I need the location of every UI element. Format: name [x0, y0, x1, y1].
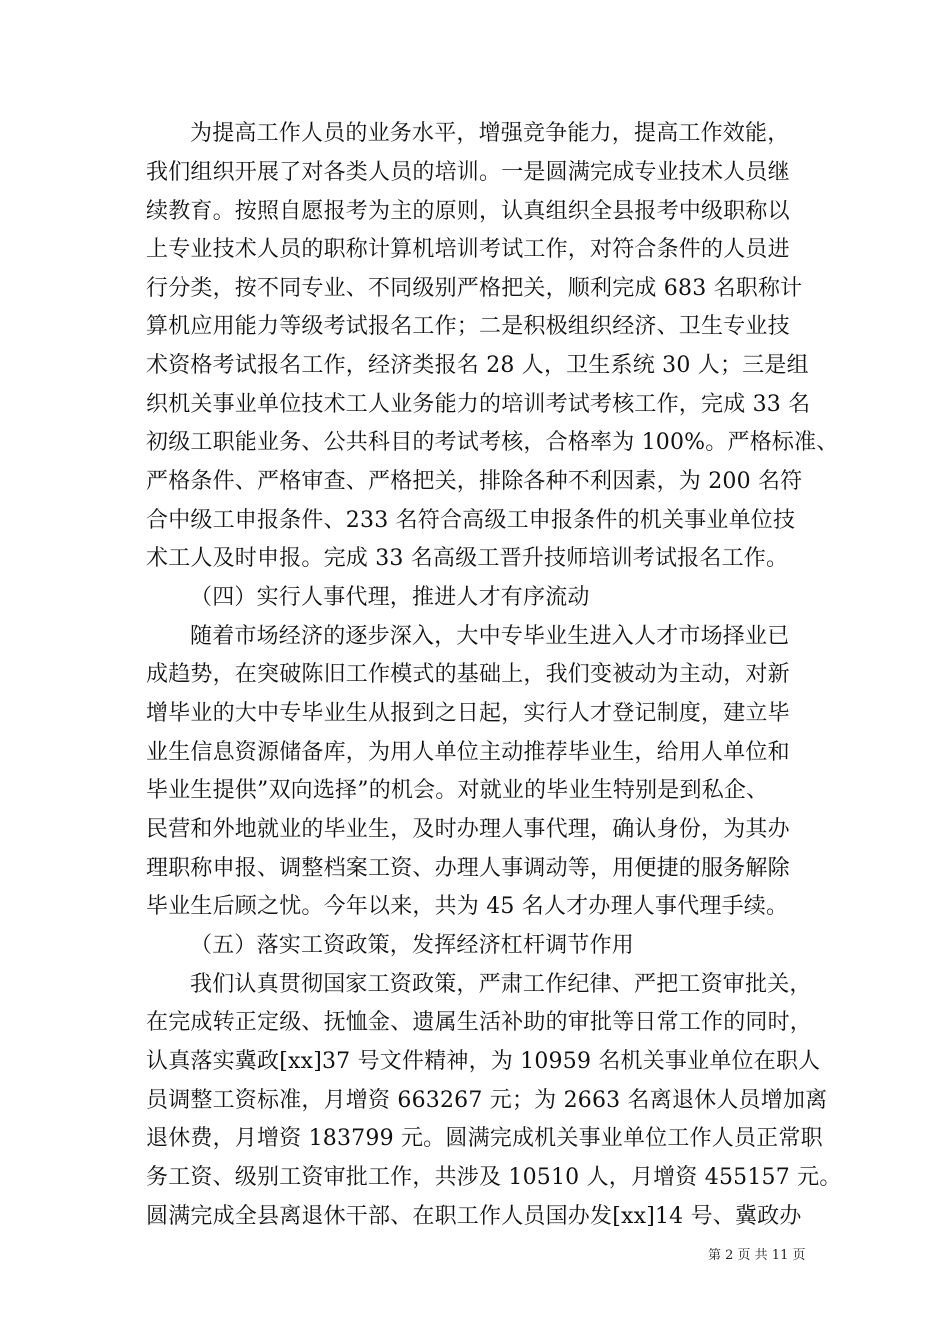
paragraph-line-24: 在完成转正定级、抚恤金、遗属生活补助的审批等日常工作的同时， — [146, 1010, 813, 1035]
page-number: 第 2 页 共 11 页 — [708, 1248, 806, 1263]
paragraph-line-15: 成趋势，在突破陈旧工作模式的基础上，我们变被动为主动，对新 — [146, 662, 790, 687]
section-heading-5: （五）落实工资政策，发挥经济杠杆调节作用 — [190, 933, 635, 958]
paragraph-line-8: 织机关事业单位技术工人业务能力的培训考试考核工作，完成 33 名 — [146, 392, 811, 417]
paragraph-line-29: 圆满完成全县离退休干部、在职工作人员国办发[xx]14 号、冀政办 — [146, 1204, 802, 1229]
paragraph-line-19: 民营和外地就业的毕业生，及时办理人事代理，确认身份，为其办 — [146, 817, 790, 842]
paragraph-line-6: 算机应用能力等级考试报名工作；二是积极组织经济、卫生专业技 — [146, 314, 790, 339]
section-heading-4: （四）实行人事代理，推进人才有序流动 — [190, 585, 590, 610]
paragraph-line-1: 为提高工作人员的业务水平，增强竞争能力，提高工作效能， — [190, 121, 790, 146]
paragraph-line-12: 术工人及时申报。完成 33 名高级工晋升技师培训考试报名工作。 — [146, 546, 789, 571]
paragraph-line-3: 续教育。按照自愿报考为主的原则，认真组织全县报考中级职称以 — [146, 199, 790, 224]
paragraph-line-26: 员调整工资标准，月增资 663267 元；为 2663 名离退休人员增加离 — [146, 1088, 828, 1113]
paragraph-line-14: 随着市场经济的逐步深入，大中专毕业生进入人才市场择业已 — [190, 624, 790, 649]
paragraph-line-17: 业生信息资源储备库，为用人单位主动推荐毕业生，给用人单位和 — [146, 740, 790, 765]
paragraph-line-11: 合中级工申报条件、233 名符合高级工申报条件的机关事业单位技 — [146, 508, 796, 533]
paragraph-line-4: 上专业技术人员的职称计算机培训考试工作，对符合条件的人员进 — [146, 237, 790, 262]
paragraph-line-16: 增毕业的大中专毕业生从报到之日起，实行人才登记制度，建立毕 — [146, 701, 790, 726]
paragraph-line-2: 我们组织开展了对各类人员的培训。一是圆满完成专业技术人员继 — [146, 160, 790, 185]
paragraph-line-25: 认真落实冀政[xx]37 号文件精神，为 10959 名机关事业单位在职人 — [146, 1049, 821, 1074]
paragraph-line-28: 务工资、级别工资审批工作，共涉及 10510 人，月增资 455157 元。 — [146, 1165, 842, 1190]
paragraph-line-9: 初级工职能业务、公共科目的考试考核，合格率为 100%。严格标准、 — [146, 430, 839, 455]
paragraph-line-18: 毕业生提供”双向选择”的机会。对就业的毕业生特别是到私企、 — [146, 778, 769, 803]
paragraph-line-27: 退休费，月增资 183799 元。圆满完成机关事业单位工作人员正常职 — [146, 1126, 823, 1151]
paragraph-line-5: 行分类，按不同专业、不同级别严格把关，顺利完成 683 名职称计 — [146, 276, 803, 301]
paragraph-line-20: 理职称申报、调整档案工资、办理人事调动等，用便捷的服务解除 — [146, 856, 790, 881]
paragraph-line-23: 我们认真贯彻国家工资政策，严肃工作纪律、严把工资审批关， — [190, 972, 812, 997]
paragraph-line-10: 严格条件、严格审查、严格把关，排除各种不利因素，为 200 名符 — [146, 469, 803, 494]
paragraph-line-21: 毕业生后顾之忧。今年以来，共为 45 名人才办理人事代理手续。 — [146, 894, 789, 919]
paragraph-line-7: 术资格考试报名工作，经济类报名 28 人，卫生系统 30 人；三是组 — [146, 353, 809, 378]
